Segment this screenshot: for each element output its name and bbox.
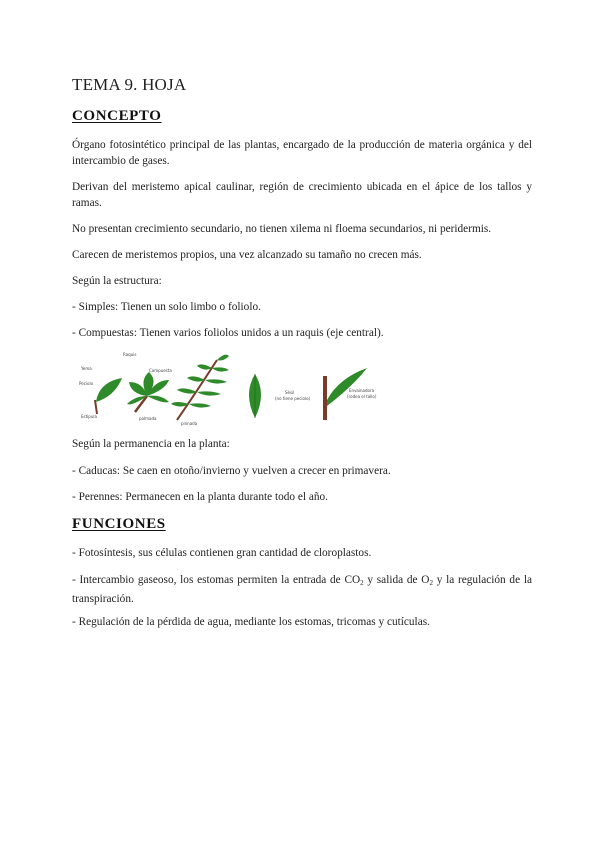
pinnate-leaf-drawing (149, 355, 229, 426)
label-palmate: palmada (139, 416, 157, 421)
label-petiole: Peciolo (79, 381, 94, 386)
sessile-leaf-drawing (249, 374, 311, 418)
section-heading-funciones: FUNCIONES (72, 516, 166, 532)
list-item: - Fotosíntesis, sus células contienen gran cantidad de cloroplastos. (72, 547, 372, 559)
function-gas-exchange-end: y la regulación de la transpiración. (72, 574, 532, 605)
list-item: - Perennes: Permanecen en la planta durante todo el año. (72, 491, 328, 503)
label-compound: Compuesta (149, 368, 172, 373)
label-pinnate: pinnada (181, 421, 198, 426)
document-title: TEMA 9. HOJA (72, 75, 187, 94)
list-item (72, 572, 532, 607)
paragraph: Según la permanencia en la planta: (72, 438, 230, 450)
paragraph: No presentan crecimiento secundario, no tienen xilema ni floema secundarios, ni peridermis. (72, 223, 492, 235)
simple-leaf-drawing (79, 366, 122, 419)
list-item: - Compuestas: Tienen varios foliolos unidos a un raquis (eje central). (72, 327, 384, 339)
label-sheathing-note: (rodea el tallo) (347, 394, 377, 399)
label-sheathing: Envainadora (349, 388, 375, 393)
label-rachis: Raquis (123, 352, 137, 357)
sheathing-leaf-drawing (323, 368, 377, 420)
function-gas-exchange-start: - Intercambio gaseoso, los estomas permiten la entrada de CO (72, 574, 361, 586)
subscript-o2: 2 (429, 579, 433, 587)
paragraph: Según la estructura: (72, 275, 162, 287)
palmate-leaf-drawing (123, 352, 169, 421)
list-item: - Regulación de la pérdida de agua, mediante los estomas, tricomas y cutículas. (72, 616, 430, 628)
label-stipule: Estipula (81, 414, 97, 419)
paragraph: Carecen de meristemos propios, una vez alcanzado su tamaño no crecen más. (72, 249, 422, 261)
section-heading-concepto: CONCEPTO (72, 108, 162, 124)
label-sessile: Sésil (285, 390, 295, 395)
list-item: - Simples: Tienen un solo limbo o foliolo. (72, 301, 261, 313)
subscript-co2: 2 (360, 579, 364, 587)
leaf-types-figure (77, 352, 407, 428)
leaf-types-illustration (77, 352, 407, 428)
paragraph: Órgano fotosintético principal de las plantas, encargado de la producción de materia orgánica y del intercambio de gases. (72, 139, 532, 167)
label-sessile-note: (no tiene peciolo) (275, 396, 311, 401)
function-gas-exchange-mid: y salida de O (363, 574, 430, 586)
label-bud: Yema (81, 366, 92, 371)
list-item: - Caducas: Se caen en otoño/invierno y vuelven a crecer en primavera. (72, 465, 391, 477)
paragraph: Derivan del meristemo apical caulinar, región de crecimiento ubicada en el ápice de los tallos y ramas. (72, 181, 532, 209)
